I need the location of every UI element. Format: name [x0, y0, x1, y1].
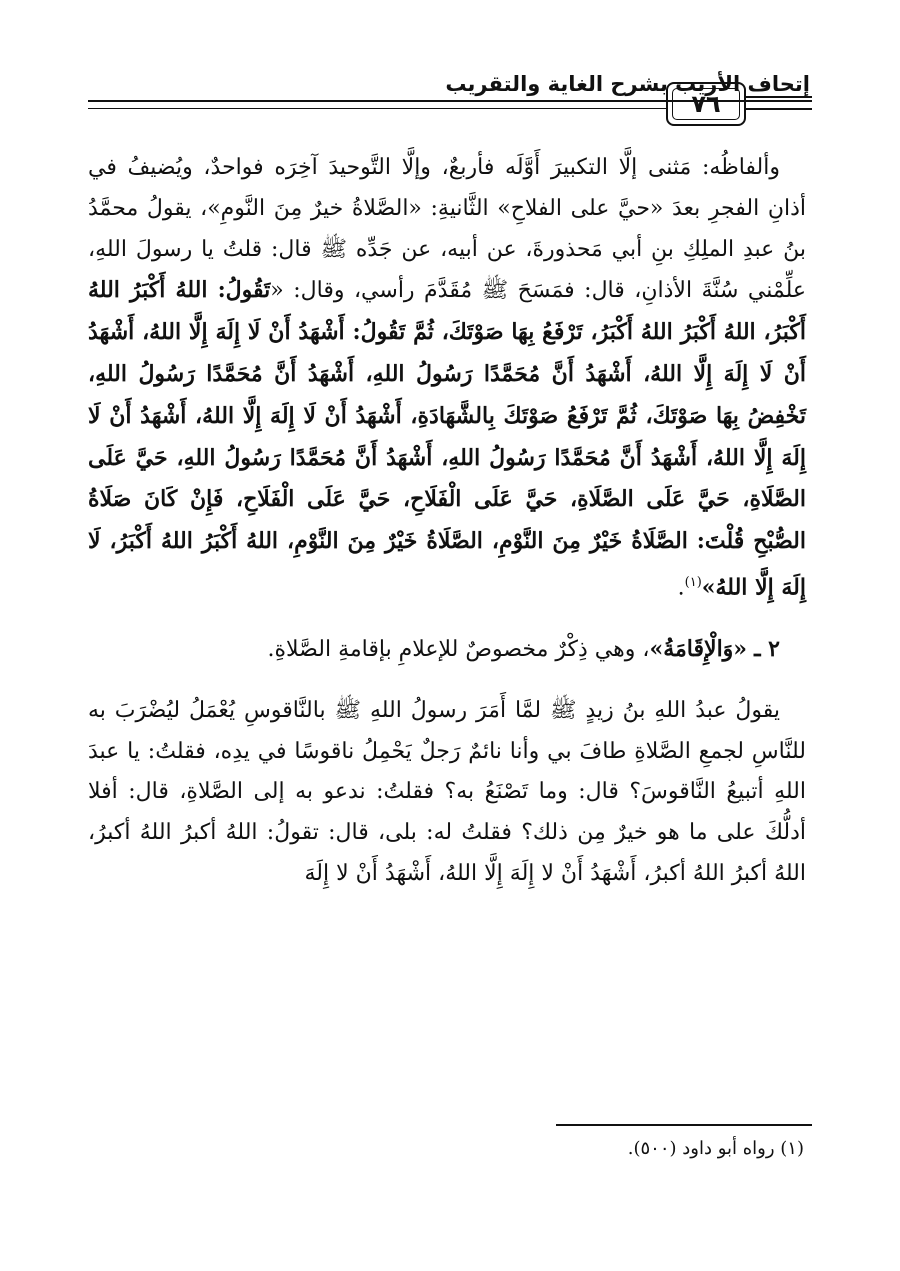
header-rule-right-lower — [746, 108, 812, 110]
iqama-number: ٢ ـ — [754, 636, 780, 663]
paragraph-gap — [88, 609, 806, 629]
paragraph-abdullah-hadith: يقولُ عبدُ اللهِ بنُ زيدٍ ﷺ لمَّا أَمَرَ رسولُ اللهِ ﷺ بالنَّاقوسِ يُعْمَلُ ليُضْرَبَ به للنَّاسِ لجمعِ الصَّلاةِ طافَ بي وأنا نائمٌ رَجلٌ يَحْمِلُ ناقوسًا في يدِه، فقلتُ: يا عبدَ اللهِ أتبيعُ النَّاقوسَ؟ قال: وما تَصْنَعُ به؟ فقلتُ: ندعو به إلى الصَّلاةِ، قال: أفلا أدلُّكَ على ما هو خيرٌ مِن ذلك؟ فقلتُ له: بلى، قال: تقولُ: اللهُ أكبرُ اللهُ أكبرُ، اللهُ أكبرُ اللهُ أكبرُ، أَشْهَدُ أَنْ لا إِلَهَ إِلَّا اللهُ، أَشْهَدُ أَنْ لا إِلَهَ — [88, 697, 806, 887]
paragraph-adhan — [88, 148, 806, 609]
adhan-intro: وألفاظُه: مَثنى إلَّا التكبيرَ أَوَّلَه فأربعٌ، وإلَّا التَّوحيدَ آخِرَه فواحدٌ، ويُضيفُ في أذانِ الفجرِ بعدَ «حيَّ على الفلاحِ» الثَّانيةِ: «الصَّلاةُ خيرٌ مِنَ النَّومِ»، يقولُ محمَّدُ بنُ عبدِ الملِكِ بنِ أبي مَحذورةَ، عن أبيه، عن جَدِّه ﷺ قال: قلتُ يا رسولَ اللهِ، علِّمْني سُنَّةَ الأذانِ، قال: فمَسَحَ ﷺ مُقَدَّمَ رأسي، وقال: « — [88, 155, 806, 304]
page-number-frame — [666, 82, 746, 126]
footnote-separator — [556, 1124, 812, 1126]
header-rule-right-upper — [746, 96, 812, 98]
page-number: ٧٦ — [672, 88, 740, 120]
book-title: إتحاف الأريب بشرح الغاية والتقريب — [445, 72, 810, 96]
header-rule-left — [88, 108, 666, 109]
main-text — [88, 148, 806, 895]
paragraph-iqama — [88, 629, 806, 671]
adhan-quote-close: » — [701, 574, 716, 601]
adhan-hadith-quote: تَقُولُ: اللهُ أَكْبَرُ اللهُ أَكْبَرُ، اللهُ أَكْبَرُ اللهُ أَكْبَرُ، تَرْفَعُ بِهَا صَوْتَكَ، ثُمَّ تَقُولُ: أَشْهَدُ أَنْ لَا إِلَهَ إِلَّا اللهُ، أَشْهَدُ أَنْ لَا إِلَهَ إِلَّا اللهُ، أَشْهَدُ أَنَّ مُحَمَّدًا رَسُولُ اللهِ، أَشْهَدُ أَنَّ مُحَمَّدًا رَسُولُ اللهِ، تَخْفِضُ بِهَا صَوْتَكَ، ثُمَّ تَرْفَعُ صَوْتَكَ بِالشَّهَادَةِ، أَشْهَدُ أَنْ لَا إِلَهَ إِلَّا اللهُ، أَشْهَدُ أَنْ لَا إِلَهَ إِلَّا اللهُ، أَشْهَدُ أَنَّ مُحَمَّدًا رَسُولُ اللهِ، أَشْهَدُ أَنَّ مُحَمَّدًا رَسُولُ اللهِ، حَيَّ عَلَى الصَّلَاةِ، حَيَّ عَلَى الصَّلَاةِ، حَيَّ عَلَى الْفَلَاحِ، حَيَّ عَلَى الْفَلَاحِ، فَإِنْ كَانَ صَلَاةُ الصُّبْحِ قُلْتَ: الصَّلَاةُ خَيْرٌ مِنَ النَّوْمِ، الصَّلَاةُ خَيْرٌ مِنَ النَّوْمِ، اللهُ أَكْبَرُ اللهُ أَكْبَرُ، لَا إِلَهَ إِلَّا اللهُ — [88, 277, 806, 601]
paragraph-gap — [88, 671, 806, 691]
footnote-marker: (١) — [684, 574, 702, 590]
iqama-definition: ، وهي ذِكْرٌ مخصوصٌ للإعلامِ بإقامةِ الصَّلاةِ. — [267, 637, 650, 663]
iqama-term: «وَالْإِقَامَةُ» — [649, 636, 748, 663]
adhan-period: . — [677, 575, 685, 601]
footnote: (١) رواه أبو داود (٥٠٠). — [627, 1138, 804, 1159]
